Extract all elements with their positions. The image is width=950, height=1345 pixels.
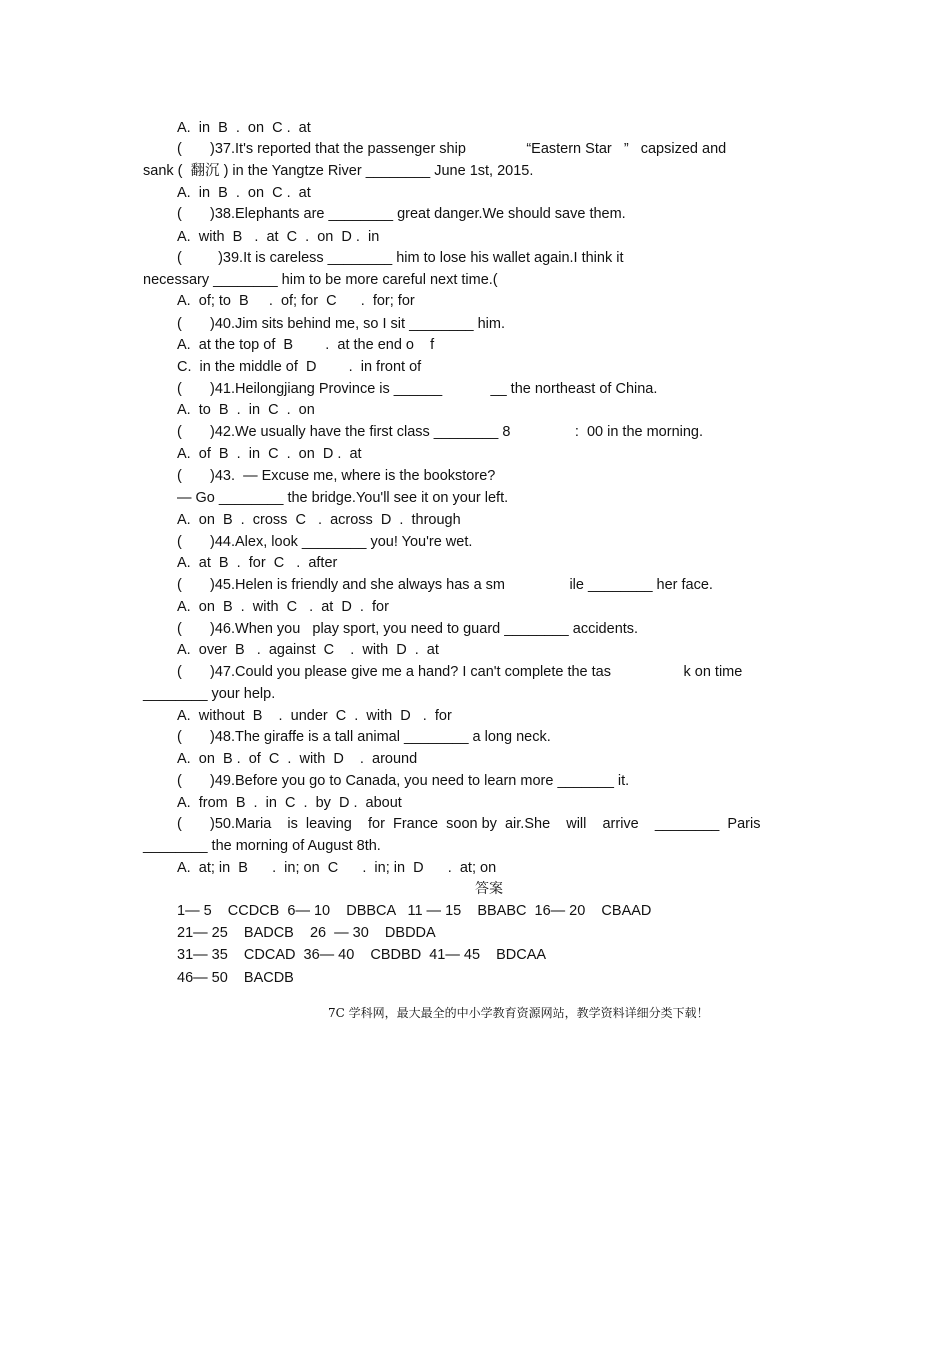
question-37: ( )37.It's reported that the passenger ship “Eastern Star ” capsized and (177, 141, 727, 157)
question-38: ( )38.Elephants are ________ great danger.We should save them. (177, 206, 626, 222)
options-q46: A. over B . against C . with D . at (177, 642, 439, 658)
options-q44: A. at B . for C . after (177, 555, 338, 571)
options-q40-ab: A. at the top of B . at the end o f (177, 337, 435, 353)
options-q43: A. on B . cross C . across D . through (177, 512, 461, 528)
question-48: ( )48.The giraffe is a tall animal ________ a long neck. (177, 729, 551, 745)
question-41: ( )41.Heilongjiang Province is ______ __ the northeast of China. (177, 381, 658, 397)
options-q50: A. at; in B . in; on C . in; in D . at; on (177, 860, 497, 876)
question-43-cont: — Go ________ the bridge.You'll see it on your left. (177, 490, 509, 506)
answer-row: 46— 50 BACDB (177, 970, 294, 986)
question-50-cont: ________ the morning of August 8th. (143, 838, 381, 854)
options-q45: A. on B . with C . at D . for (177, 599, 389, 615)
page-footer: 7C 学科网，最大最全的中小学教育资源网站，教学资料详细分类下载！ (328, 1006, 709, 1020)
options-q37: A. in B . on C . at (177, 185, 311, 201)
options-q47: A. without B . under C . with D . for (177, 708, 452, 724)
options-q49: A. from B . in C . by D . about (177, 795, 402, 811)
options-q42: A. of B . in C . on D . at (177, 446, 362, 462)
options-q40-cd: C. in the middle of D . in front of (177, 359, 422, 375)
answer-row: 31— 35 CDCAD 36— 40 CBDBD 41— 45 BDCAA (177, 947, 547, 963)
options-q48: A. on B . of C . with D . around (177, 751, 418, 767)
question-43: ( )43. — Excuse me, where is the bookstore? (177, 468, 496, 484)
question-46: ( )46.When you play sport, you need to guard ________ accidents. (177, 621, 639, 637)
question-49: ( )49.Before you go to Canada, you need to learn more _______ it. (177, 773, 630, 789)
question-47: ( )47.Could you please give me a hand? I can't complete the tas k on time (177, 664, 743, 680)
answer-row: 21— 25 BADCB 26 — 30 DBDDA (177, 925, 436, 941)
options-q38: A. with B . at C . on D . in (177, 229, 380, 245)
options-q39: A. of; to B . of; for C . for; for (177, 293, 415, 309)
options-q36: A. in B . on C . at (177, 120, 311, 136)
question-42: ( )42.We usually have the first class ________ 8 : 00 in the morning. (177, 424, 704, 440)
question-37-cont: sank ( 翻沉 ) in the Yangtze River ________ June 1st, 2015. (143, 163, 534, 179)
question-44: ( )44.Alex, look ________ you! You're wet. (177, 534, 473, 550)
answer-row: 1— 5 CCDCB 6— 10 DBBCA 11 — 15 BBABC 16— 20 CBAAD (177, 903, 652, 919)
question-39-cont: necessary ________ him to be more careful next time.( (143, 272, 498, 288)
answers-heading: 答案 (475, 881, 503, 897)
question-40: ( )40.Jim sits behind me, so I sit ________ him. (177, 316, 506, 332)
question-47-cont: ________ your help. (143, 686, 276, 702)
question-39: ( )39.It is careless ________ him to lose his wallet again.I think it (177, 250, 624, 266)
question-45: ( )45.Helen is friendly and she always has a sm ile ________ her face. (177, 577, 713, 593)
question-50: ( )50.Maria is leaving for France soon by air.She will arrive ________ Paris (177, 816, 761, 832)
options-q41: A. to B . in C . on (177, 402, 315, 418)
